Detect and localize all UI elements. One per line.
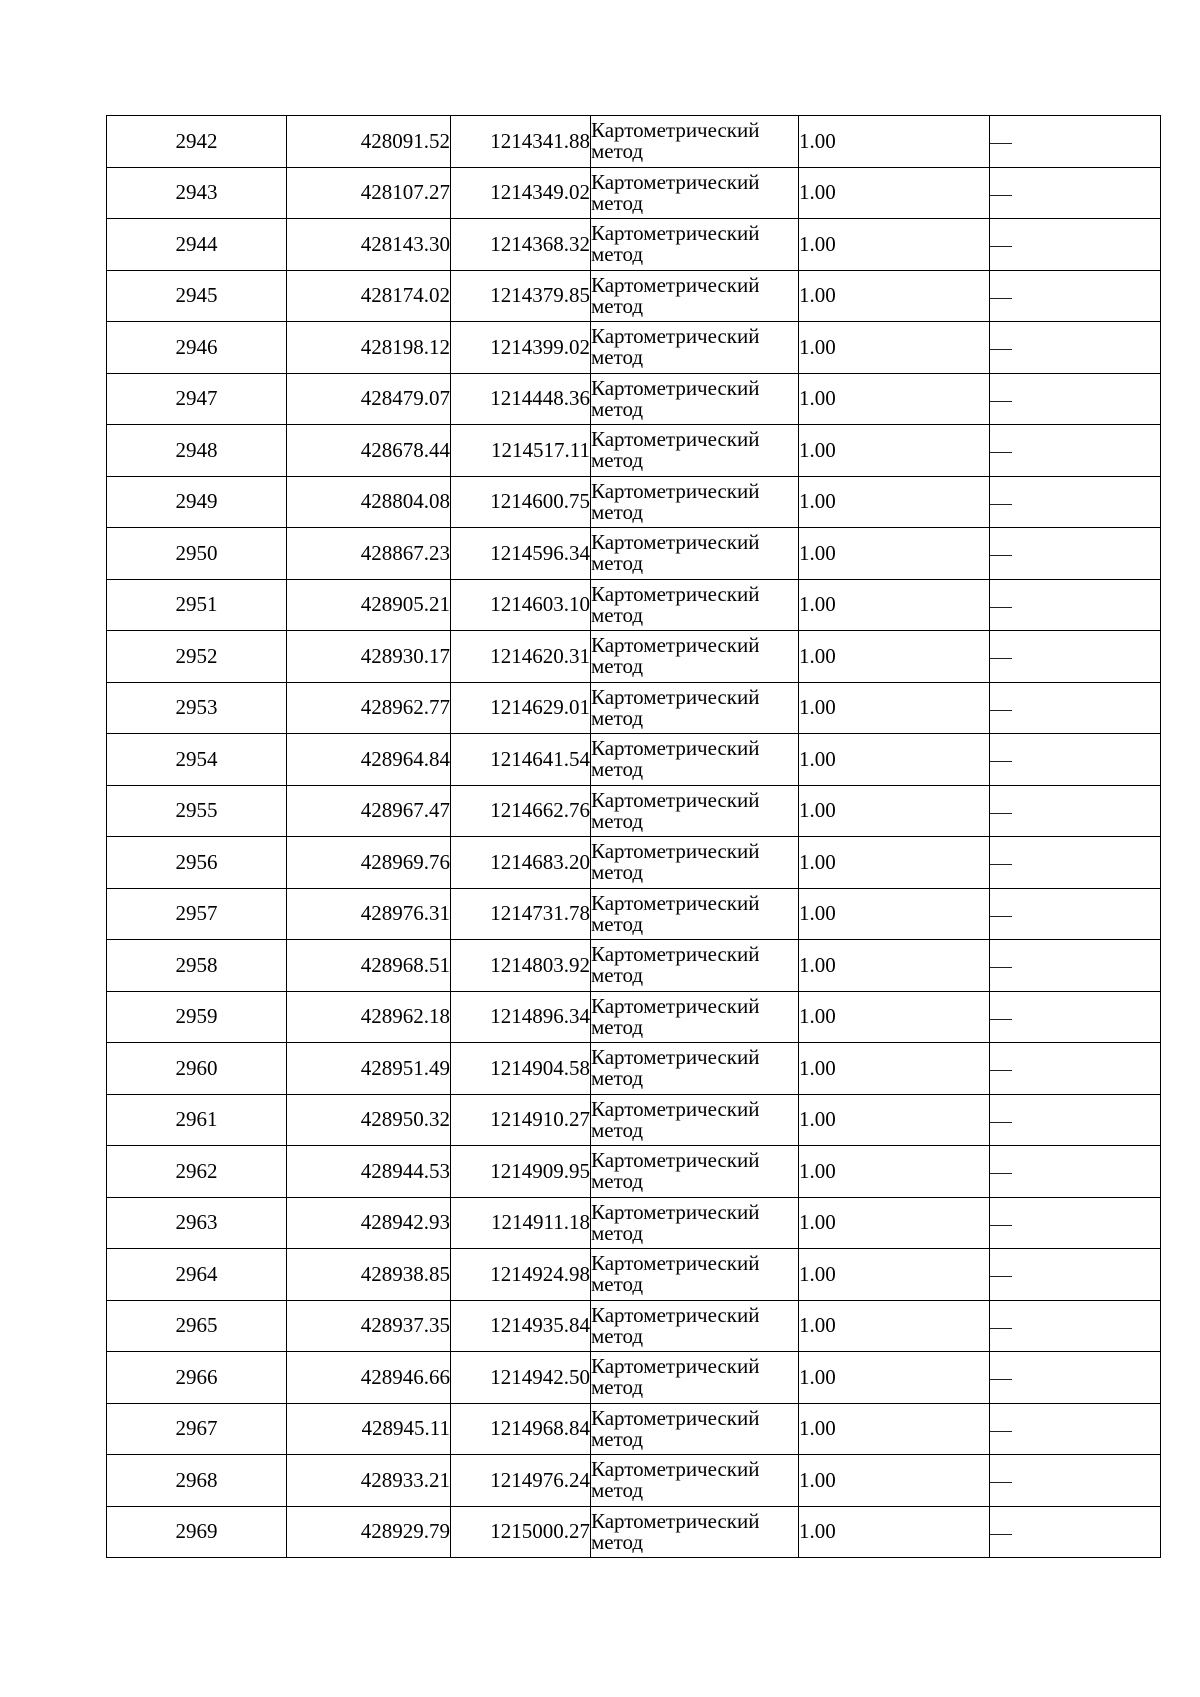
point-number-cell: 2959 [107, 991, 287, 1043]
description-cell [990, 219, 1161, 271]
y-coordinate-cell: 1214517.11 [451, 425, 591, 477]
method-text-line1: Картометрический [591, 942, 760, 967]
accuracy-cell: 1.00 [799, 219, 990, 271]
y-coordinate-cell: 1214910.27 [451, 1094, 591, 1146]
accuracy-cell: 1.00 [799, 322, 990, 374]
method-text-line1: Картометрический [591, 1354, 760, 1379]
table-row [107, 1249, 1161, 1301]
y-coordinate-cell: 1214976.24 [451, 1455, 591, 1507]
table-row [107, 1506, 1161, 1558]
method-text-line1: Картометрический [591, 478, 760, 503]
method-text-line1: Картометрический [591, 375, 760, 400]
table-row [107, 425, 1161, 477]
dash-mark [990, 1431, 1012, 1432]
method-text-line2: метод [591, 1529, 644, 1554]
dash-mark [990, 967, 1012, 968]
point-number-cell: 2966 [107, 1352, 287, 1404]
point-number-cell: 2950 [107, 528, 287, 580]
table-row [107, 167, 1161, 219]
point-number-cell: 2954 [107, 734, 287, 786]
dash-mark [990, 1070, 1012, 1071]
method-cell [591, 270, 799, 322]
dash-mark [990, 1122, 1012, 1123]
method-text-line2: метод [591, 1272, 644, 1297]
point-number-cell: 2944 [107, 219, 287, 271]
accuracy-cell: 1.00 [799, 425, 990, 477]
table-row [107, 116, 1161, 168]
method-text-line1: Картометрический [591, 530, 760, 555]
method-cell [591, 1197, 799, 1249]
dash-mark [990, 1173, 1012, 1174]
method-cell [591, 373, 799, 425]
point-number-cell: 2943 [107, 167, 287, 219]
x-coordinate-cell: 428867.23 [287, 528, 451, 580]
dash-mark [990, 761, 1012, 762]
method-text-line2: метод [591, 499, 644, 524]
table-row [107, 682, 1161, 734]
point-number-cell: 2956 [107, 837, 287, 889]
x-coordinate-cell: 428962.77 [287, 682, 451, 734]
table-row [107, 1197, 1161, 1249]
point-number-cell: 2960 [107, 1043, 287, 1095]
dash-mark [990, 401, 1012, 402]
method-text-line1: Картометрический [591, 1045, 760, 1070]
description-cell [990, 940, 1161, 992]
y-coordinate-cell: 1214399.02 [451, 322, 591, 374]
accuracy-cell: 1.00 [799, 476, 990, 528]
table-row [107, 1094, 1161, 1146]
method-text-line1: Картометрический [591, 1148, 760, 1173]
dash-mark [990, 555, 1012, 556]
method-text-line2: метод [591, 1478, 644, 1503]
method-text-line1: Картометрический [591, 1199, 760, 1224]
dash-mark [990, 143, 1012, 144]
point-number-cell: 2942 [107, 116, 287, 168]
method-cell [591, 631, 799, 683]
table-row [107, 579, 1161, 631]
table-row [107, 837, 1161, 889]
table-row [107, 785, 1161, 837]
point-number-cell: 2945 [107, 270, 287, 322]
method-cell [591, 1352, 799, 1404]
dash-mark [990, 504, 1012, 505]
method-cell [591, 1300, 799, 1352]
dash-mark [990, 1379, 1012, 1380]
x-coordinate-cell: 428804.08 [287, 476, 451, 528]
accuracy-cell: 1.00 [799, 116, 990, 168]
accuracy-cell: 1.00 [799, 270, 990, 322]
table-row [107, 888, 1161, 940]
method-cell [591, 1146, 799, 1198]
x-coordinate-cell: 428944.53 [287, 1146, 451, 1198]
description-cell [990, 1352, 1161, 1404]
accuracy-cell: 1.00 [799, 167, 990, 219]
x-coordinate-cell: 428962.18 [287, 991, 451, 1043]
description-cell [990, 785, 1161, 837]
description-cell [990, 1403, 1161, 1455]
dash-mark [990, 349, 1012, 350]
method-text-line2: метод [591, 1375, 644, 1400]
description-cell [990, 1249, 1161, 1301]
accuracy-cell: 1.00 [799, 1146, 990, 1198]
method-text-line2: метод [591, 808, 644, 833]
point-number-cell: 2961 [107, 1094, 287, 1146]
method-text-line1: Картометрический [591, 1508, 760, 1533]
method-text-line1: Картометрический [591, 993, 760, 1018]
table-row [107, 1352, 1161, 1404]
table-row [107, 476, 1161, 528]
method-cell [591, 837, 799, 889]
point-number-cell: 2953 [107, 682, 287, 734]
x-coordinate-cell: 428091.52 [287, 116, 451, 168]
method-cell [591, 322, 799, 374]
x-coordinate-cell: 428479.07 [287, 373, 451, 425]
y-coordinate-cell: 1214368.32 [451, 219, 591, 271]
method-text-line2: метод [591, 551, 644, 576]
description-cell [990, 631, 1161, 683]
x-coordinate-cell: 428945.11 [287, 1403, 451, 1455]
accuracy-cell: 1.00 [799, 1043, 990, 1095]
method-cell [591, 785, 799, 837]
method-text-line2: метод [591, 654, 644, 679]
description-cell [990, 322, 1161, 374]
y-coordinate-cell: 1214603.10 [451, 579, 591, 631]
table-row [107, 219, 1161, 271]
point-number-cell: 2957 [107, 888, 287, 940]
method-text-line2: метод [591, 1169, 644, 1194]
point-number-cell: 2947 [107, 373, 287, 425]
x-coordinate-cell: 428905.21 [287, 579, 451, 631]
y-coordinate-cell: 1214448.36 [451, 373, 591, 425]
method-cell [591, 940, 799, 992]
method-cell [591, 425, 799, 477]
method-cell [591, 476, 799, 528]
table-row [107, 322, 1161, 374]
dash-mark [990, 298, 1012, 299]
method-text-line2: метод [591, 911, 644, 936]
table-row [107, 270, 1161, 322]
method-text-line1: Картометрический [591, 633, 760, 658]
method-cell [591, 888, 799, 940]
method-text-line2: метод [591, 860, 644, 885]
table-row [107, 631, 1161, 683]
description-cell [990, 1300, 1161, 1352]
y-coordinate-cell: 1214349.02 [451, 167, 591, 219]
method-text-line2: метод [591, 1014, 644, 1039]
point-number-cell: 2969 [107, 1506, 287, 1558]
dash-mark [990, 1328, 1012, 1329]
method-text-line1: Картометрический [591, 736, 760, 761]
point-number-cell: 2949 [107, 476, 287, 528]
method-text-line2: метод [591, 1220, 644, 1245]
description-cell [990, 1455, 1161, 1507]
method-text-line1: Картометрический [591, 118, 760, 143]
method-text-line2: метод [591, 242, 644, 267]
y-coordinate-cell: 1214904.58 [451, 1043, 591, 1095]
y-coordinate-cell: 1215000.27 [451, 1506, 591, 1558]
point-number-cell: 2967 [107, 1403, 287, 1455]
description-cell [990, 425, 1161, 477]
dash-mark [990, 1225, 1012, 1226]
y-coordinate-cell: 1214620.31 [451, 631, 591, 683]
accuracy-cell: 1.00 [799, 1249, 990, 1301]
x-coordinate-cell: 428950.32 [287, 1094, 451, 1146]
method-text-line1: Картометрический [591, 684, 760, 709]
x-coordinate-cell: 428967.47 [287, 785, 451, 837]
method-text-line1: Картометрический [591, 1405, 760, 1430]
accuracy-cell: 1.00 [799, 1506, 990, 1558]
x-coordinate-cell: 428951.49 [287, 1043, 451, 1095]
accuracy-cell: 1.00 [799, 1403, 990, 1455]
method-cell [591, 734, 799, 786]
x-coordinate-cell: 428929.79 [287, 1506, 451, 1558]
dash-mark [990, 607, 1012, 608]
method-text-line2: метод [591, 1426, 644, 1451]
x-coordinate-cell: 428933.21 [287, 1455, 451, 1507]
dash-mark [990, 1534, 1012, 1535]
dash-mark [990, 195, 1012, 196]
description-cell [990, 1197, 1161, 1249]
dash-mark [990, 658, 1012, 659]
coordinates-table-body [107, 116, 1161, 1558]
description-cell [990, 373, 1161, 425]
dash-mark [990, 864, 1012, 865]
x-coordinate-cell: 428198.12 [287, 322, 451, 374]
table-row [107, 373, 1161, 425]
accuracy-cell: 1.00 [799, 785, 990, 837]
x-coordinate-cell: 428174.02 [287, 270, 451, 322]
table-row [107, 940, 1161, 992]
description-cell [990, 579, 1161, 631]
method-text-line1: Картометрический [591, 221, 760, 246]
method-text-line2: метод [591, 190, 644, 215]
method-cell [591, 1506, 799, 1558]
point-number-cell: 2958 [107, 940, 287, 992]
point-number-cell: 2952 [107, 631, 287, 683]
method-cell [591, 1249, 799, 1301]
accuracy-cell: 1.00 [799, 940, 990, 992]
table-row [107, 1146, 1161, 1198]
accuracy-cell: 1.00 [799, 734, 990, 786]
method-cell [591, 116, 799, 168]
description-cell [990, 1043, 1161, 1095]
table-row [107, 1455, 1161, 1507]
dash-mark [990, 710, 1012, 711]
point-number-cell: 2964 [107, 1249, 287, 1301]
x-coordinate-cell: 428969.76 [287, 837, 451, 889]
accuracy-cell: 1.00 [799, 528, 990, 580]
method-cell [591, 1455, 799, 1507]
method-text-line1: Картометрический [591, 787, 760, 812]
x-coordinate-cell: 428107.27 [287, 167, 451, 219]
x-coordinate-cell: 428930.17 [287, 631, 451, 683]
description-cell [990, 116, 1161, 168]
method-text-line2: метод [591, 293, 644, 318]
coordinates-table [106, 115, 1161, 1558]
description-cell [990, 734, 1161, 786]
description-cell [990, 476, 1161, 528]
description-cell [990, 837, 1161, 889]
method-cell [591, 1094, 799, 1146]
x-coordinate-cell: 428964.84 [287, 734, 451, 786]
description-cell [990, 1146, 1161, 1198]
dash-mark [990, 246, 1012, 247]
accuracy-cell: 1.00 [799, 1197, 990, 1249]
accuracy-cell: 1.00 [799, 682, 990, 734]
accuracy-cell: 1.00 [799, 837, 990, 889]
point-number-cell: 2962 [107, 1146, 287, 1198]
accuracy-cell: 1.00 [799, 1094, 990, 1146]
method-cell [591, 991, 799, 1043]
method-text-line2: метод [591, 448, 644, 473]
method-text-line2: метод [591, 602, 644, 627]
x-coordinate-cell: 428678.44 [287, 425, 451, 477]
table-row [107, 1300, 1161, 1352]
dash-mark [990, 1276, 1012, 1277]
dash-mark [990, 916, 1012, 917]
method-text-line1: Картометрический [591, 169, 760, 194]
description-cell [990, 682, 1161, 734]
x-coordinate-cell: 428968.51 [287, 940, 451, 992]
y-coordinate-cell: 1214641.54 [451, 734, 591, 786]
dash-mark [990, 452, 1012, 453]
table-row [107, 991, 1161, 1043]
point-number-cell: 2963 [107, 1197, 287, 1249]
y-coordinate-cell: 1214924.98 [451, 1249, 591, 1301]
method-text-line2: метод [591, 963, 644, 988]
x-coordinate-cell: 428143.30 [287, 219, 451, 271]
accuracy-cell: 1.00 [799, 373, 990, 425]
x-coordinate-cell: 428976.31 [287, 888, 451, 940]
y-coordinate-cell: 1214935.84 [451, 1300, 591, 1352]
method-cell [591, 1403, 799, 1455]
method-text-line1: Картометрический [591, 324, 760, 349]
method-text-line2: метод [591, 139, 644, 164]
y-coordinate-cell: 1214341.88 [451, 116, 591, 168]
x-coordinate-cell: 428937.35 [287, 1300, 451, 1352]
method-text-line1: Картометрический [591, 272, 760, 297]
accuracy-cell: 1.00 [799, 631, 990, 683]
table-row [107, 1043, 1161, 1095]
y-coordinate-cell: 1214909.95 [451, 1146, 591, 1198]
y-coordinate-cell: 1214600.75 [451, 476, 591, 528]
method-text-line2: метод [591, 345, 644, 370]
accuracy-cell: 1.00 [799, 888, 990, 940]
x-coordinate-cell: 428942.93 [287, 1197, 451, 1249]
method-text-line1: Картометрический [591, 1096, 760, 1121]
table-row [107, 734, 1161, 786]
method-text-line2: метод [591, 1066, 644, 1091]
y-coordinate-cell: 1214911.18 [451, 1197, 591, 1249]
point-number-cell: 2955 [107, 785, 287, 837]
dash-mark [990, 1019, 1012, 1020]
y-coordinate-cell: 1214596.34 [451, 528, 591, 580]
accuracy-cell: 1.00 [799, 991, 990, 1043]
table-row [107, 1403, 1161, 1455]
method-cell [591, 579, 799, 631]
description-cell [990, 1094, 1161, 1146]
method-text-line2: метод [591, 1117, 644, 1142]
method-cell [591, 1043, 799, 1095]
point-number-cell: 2965 [107, 1300, 287, 1352]
method-cell [591, 528, 799, 580]
x-coordinate-cell: 428938.85 [287, 1249, 451, 1301]
point-number-cell: 2948 [107, 425, 287, 477]
y-coordinate-cell: 1214379.85 [451, 270, 591, 322]
method-cell [591, 219, 799, 271]
point-number-cell: 2951 [107, 579, 287, 631]
method-cell [591, 167, 799, 219]
method-text-line2: метод [591, 705, 644, 730]
table-row [107, 528, 1161, 580]
method-text-line1: Картометрический [591, 427, 760, 452]
description-cell [990, 1506, 1161, 1558]
x-coordinate-cell: 428946.66 [287, 1352, 451, 1404]
method-text-line1: Картометрический [591, 1457, 760, 1482]
method-text-line1: Картометрический [591, 890, 760, 915]
accuracy-cell: 1.00 [799, 1300, 990, 1352]
method-text-line1: Картометрический [591, 581, 760, 606]
point-number-cell: 2946 [107, 322, 287, 374]
method-text-line1: Картометрический [591, 1251, 760, 1276]
y-coordinate-cell: 1214968.84 [451, 1403, 591, 1455]
accuracy-cell: 1.00 [799, 1455, 990, 1507]
description-cell [990, 991, 1161, 1043]
accuracy-cell: 1.00 [799, 579, 990, 631]
point-number-cell: 2968 [107, 1455, 287, 1507]
method-text-line2: метод [591, 757, 644, 782]
description-cell [990, 528, 1161, 580]
y-coordinate-cell: 1214731.78 [451, 888, 591, 940]
y-coordinate-cell: 1214629.01 [451, 682, 591, 734]
dash-mark [990, 813, 1012, 814]
description-cell [990, 167, 1161, 219]
y-coordinate-cell: 1214683.20 [451, 837, 591, 889]
y-coordinate-cell: 1214942.50 [451, 1352, 591, 1404]
method-text-line2: метод [591, 396, 644, 421]
method-text-line1: Картометрический [591, 839, 760, 864]
method-cell [591, 682, 799, 734]
method-text-line1: Картометрический [591, 1302, 760, 1327]
dash-mark [990, 1482, 1012, 1483]
accuracy-cell: 1.00 [799, 1352, 990, 1404]
method-text-line2: метод [591, 1323, 644, 1348]
y-coordinate-cell: 1214896.34 [451, 991, 591, 1043]
description-cell [990, 888, 1161, 940]
y-coordinate-cell: 1214803.92 [451, 940, 591, 992]
y-coordinate-cell: 1214662.76 [451, 785, 591, 837]
description-cell [990, 270, 1161, 322]
